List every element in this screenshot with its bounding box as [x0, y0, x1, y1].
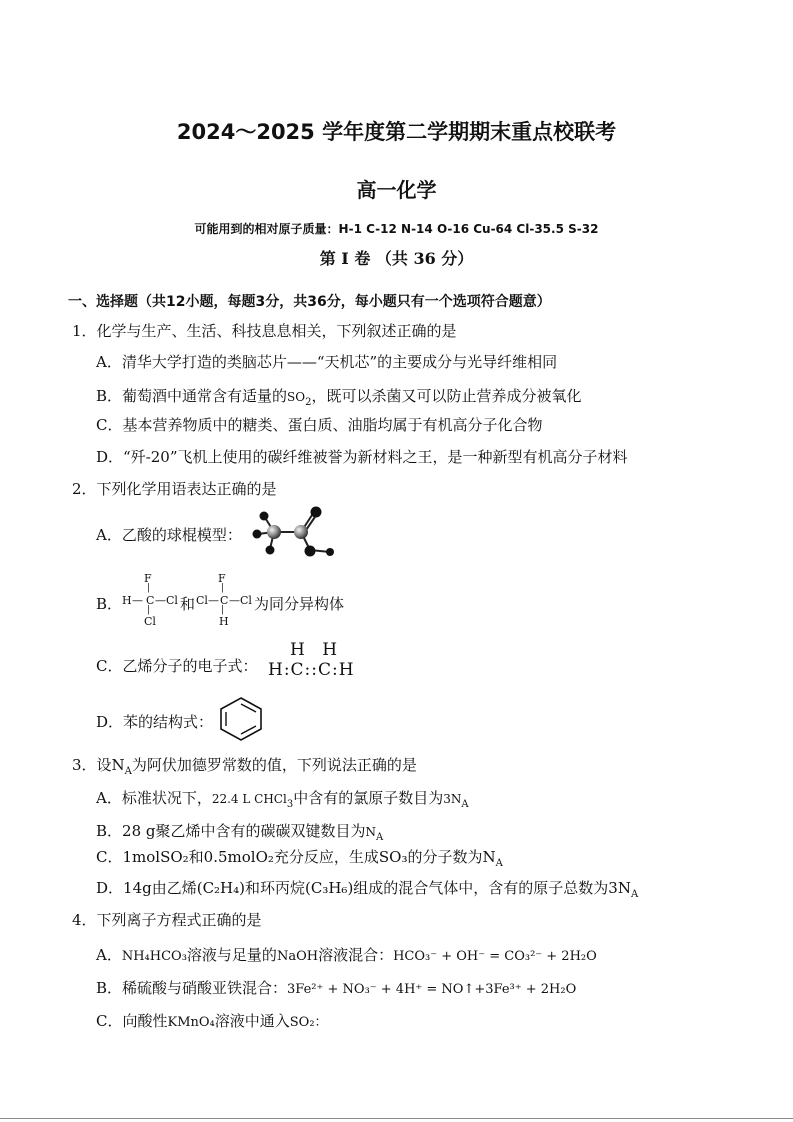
question-2-stem: 2．下列化学用语表达正确的是: [72, 480, 277, 498]
question-1-stem: 1．化学与生产、生活、科技息息相关，下列叙述正确的是: [72, 322, 457, 340]
q4a-mid2: 溶液混合：: [318, 946, 394, 964]
question-1-option-d: D．“歼-20”飞机上使用的碳纤维被誉为新材料之王，是一种新型有机高分子材料: [96, 448, 628, 466]
q3a-post: 3N: [443, 792, 462, 806]
o-atom: [305, 546, 316, 557]
q1b-formula: SO: [287, 390, 306, 404]
question-4-option-b: [96, 977, 576, 998]
q3a-pre: A．标准状况下，: [96, 789, 212, 807]
question-3-option-d: [96, 877, 638, 900]
bond: —: [208, 594, 219, 607]
h-atom: [326, 548, 334, 556]
q4b-equation: 3Fe²⁺ + NO₃⁻ + 4H⁺ = NO↑+3Fe³⁺ + 2H₂O: [287, 982, 577, 997]
q4c-post: SO₂：: [289, 1015, 328, 1030]
q3-sub: A: [124, 766, 132, 777]
atom-label: Cl: [144, 615, 156, 628]
q3b-sub: A: [375, 832, 384, 843]
question-3-option-b: [96, 820, 383, 843]
c-atom: [267, 525, 281, 539]
acetic-acid-ball-stick-model: [248, 502, 338, 562]
page-bottom-rule: [0, 1118, 793, 1119]
h-atom: [266, 546, 275, 555]
bond: —: [229, 594, 240, 607]
bond: |: [147, 583, 151, 593]
q4b-pre: B．稀硫酸与硝酸亚铁混合：: [96, 979, 288, 997]
q3d-text: D．14g由乙烯(C₂H₄)和环丙烷(C₃H₆)组成的混合气体中，含有的原子总数为3N: [96, 879, 631, 897]
ethylene-top-h: H H: [290, 640, 344, 660]
ethylene-electron-formula: [268, 640, 355, 680]
q4c-pre: C．向酸性: [96, 1012, 168, 1030]
ethylene-main: H:C::C:H: [268, 660, 355, 680]
o-atom: [311, 507, 322, 518]
q4a-mid: 溶液与足量的: [186, 946, 277, 964]
q4a-formula: NH₄HCO₃: [121, 949, 187, 964]
q3b-pre: B．28 g聚乙烯中含有的碳碳双键数目为: [96, 822, 366, 840]
q3-post: 为阿伏加德罗常数的值，下列说法正确的是: [131, 756, 417, 774]
q2b-pre: B．: [96, 595, 123, 613]
h-atom: [253, 530, 262, 539]
atom-label: Cl: [240, 594, 252, 607]
question-4-option-c: [96, 1010, 328, 1031]
atom-label: H: [122, 594, 132, 607]
q1b-pre: B．葡萄酒中通常含有适量的: [96, 387, 288, 405]
question-3-option-a: [96, 787, 469, 810]
bond: |: [221, 605, 225, 615]
part-title: 第 Ⅰ 卷 （共 36 分）: [319, 249, 474, 268]
q2b-mid: 和: [180, 595, 196, 613]
atom-label: Cl: [196, 594, 208, 607]
q4a-naoh: NaOH: [276, 949, 319, 964]
question-3-option-c: [96, 846, 503, 869]
q2b-post: 为同分异构体: [254, 595, 345, 613]
structure-left: [122, 572, 182, 628]
bond: |: [221, 583, 225, 593]
section-heading: 一、选择题（共12小题，每题3分，共36分，每小题只有一个选项符合题意）: [68, 294, 551, 310]
question-4-stem: 4．下列离子方程式正确的是: [72, 911, 262, 929]
atomic-masses: 可能用到的相对原子质量：H-1 C-12 N-14 O-16 Cu-64 Cl-35.5 S-32: [194, 222, 599, 236]
q4c-formula: KMnO₄: [167, 1015, 215, 1030]
q4a-equation: HCO₃⁻ + OH⁻ = CO₃²⁻ + 2H₂O: [393, 949, 597, 964]
q3a-post-sub: A: [461, 799, 469, 810]
question-3-stem: [72, 754, 417, 777]
benzene-ring-icon: [216, 695, 266, 743]
q3c-sub: A: [495, 858, 503, 869]
q4a-pre: A．: [96, 946, 122, 964]
bond: —: [132, 594, 143, 607]
atom-label: C: [220, 594, 229, 607]
q3a-sub: 3: [286, 799, 294, 810]
bond: —: [155, 594, 166, 607]
question-2-option-c: C．乙烯分子的电子式：: [96, 657, 258, 675]
question-2-option-b: [96, 593, 122, 614]
q4c-mid: 溶液中通入: [214, 1012, 290, 1030]
exam-title: 2024～2025 学年度第二学期期末重点校联考: [176, 120, 617, 144]
question-4-option-a: [96, 944, 597, 965]
bond: |: [147, 605, 151, 615]
question-1-option-a: A．清华大学打造的类脑芯片——“天机芯”的主要成分与光导纤维相同: [96, 353, 558, 371]
atom-label: C: [146, 594, 155, 607]
h-atom: [260, 512, 269, 521]
q3c-text: C．1molSO₂和0.5molO₂充分反应，生成SO₃的分子数为N: [96, 848, 496, 866]
q3b-post: N: [365, 825, 376, 839]
q3a-formula: 22.4 L CHCl: [211, 792, 287, 806]
atom-label: F: [144, 572, 152, 585]
question-1-option-b: [96, 385, 581, 408]
atom-label: F: [218, 572, 226, 585]
q3-pre: 3．设N: [72, 756, 125, 774]
structure-right: [196, 572, 256, 628]
c-atom: [294, 525, 308, 539]
question-2-option-a: A．乙酸的球棍模型：: [96, 526, 242, 544]
question-2-option-d: D．苯的结构式：: [96, 713, 214, 731]
atom-label: H: [219, 615, 229, 628]
atom-label: Cl: [166, 594, 178, 607]
q1b-sub: 2: [305, 397, 312, 408]
q1b-post: ，既可以杀菌又可以防止营养成分被氧化: [311, 387, 582, 405]
q3a-mid: 中含有的氯原子数目为: [293, 789, 444, 807]
q3d-sub: A: [630, 889, 639, 900]
question-1-option-c: C．基本营养物质中的糖类、蛋白质、油脂均属于有机高分子化合物: [96, 416, 543, 434]
exam-subject: 高一化学: [356, 178, 437, 202]
